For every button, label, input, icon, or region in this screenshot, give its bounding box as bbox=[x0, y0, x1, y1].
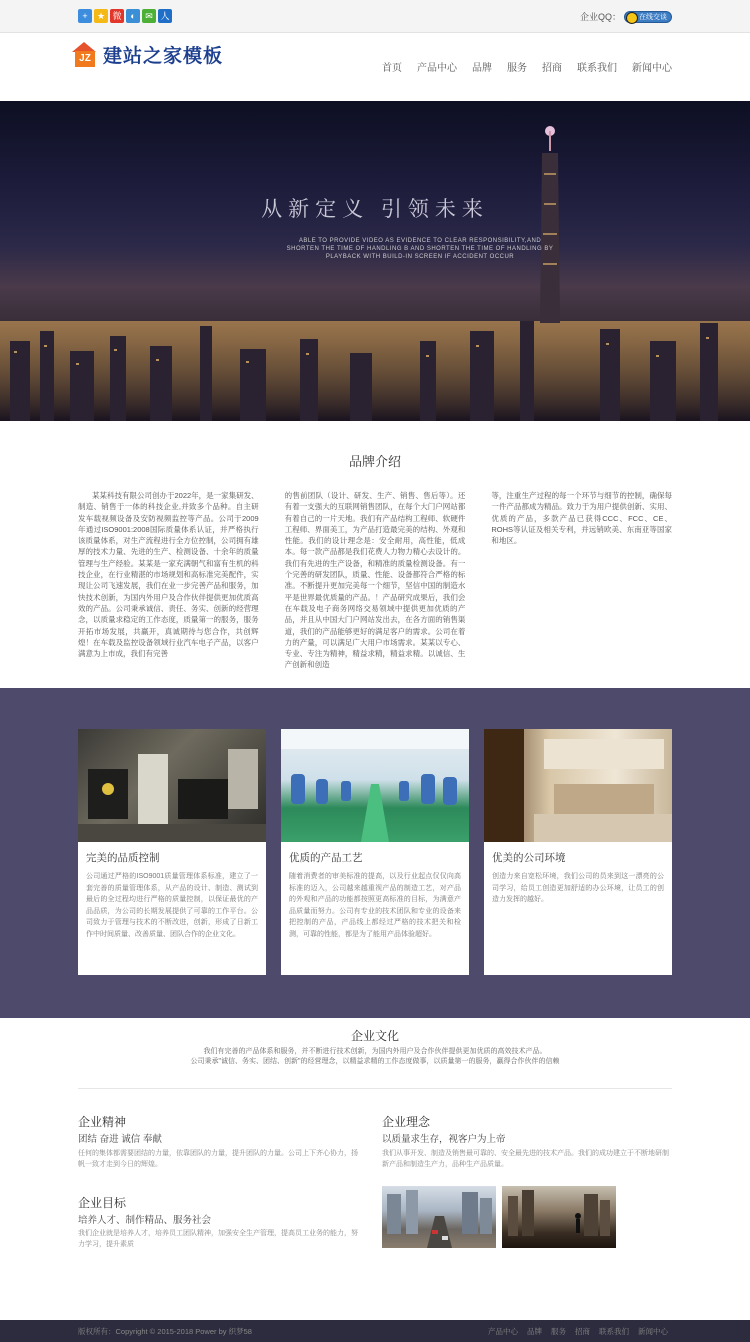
office-interior-image bbox=[484, 729, 672, 842]
feature-card-environment[interactable] bbox=[484, 729, 672, 975]
city-street-photo bbox=[382, 1186, 496, 1248]
spirit-text: 任何的集体都需要团结的力量，依靠团队的力量，提升团队的力量。公司上下齐心协力，扬帆一致才走到今日的辉煌。 bbox=[78, 1150, 358, 1168]
spirit-subtitle: 团结 奋进 诚信 奉献 bbox=[78, 1134, 162, 1145]
footer bbox=[0, 1320, 750, 1342]
brand-text-col-3: 等，注重生产过程的每一个环节与细节的控制，确保每一件产品都成为精品。致力于为用户提供创新、实用、优质的产品，多款产品已获得CCC、FCC、CE、ROHS等认证及相关专利，并远销欧美、东南亚等国家和地区。 bbox=[491, 491, 673, 546]
footer-nav-brand[interactable]: 品牌 bbox=[527, 1327, 542, 1336]
goal-text: 我们企业就是培养人才，培养员工团队精神，加强安全生产管理，提高员工业务的能力，努力学习，提升素质 bbox=[78, 1230, 358, 1248]
nav-item-home[interactable]: 首页 bbox=[382, 63, 402, 74]
nav-item-news[interactable]: 新闻中心 bbox=[632, 63, 672, 74]
footer-nav bbox=[479, 1326, 668, 1337]
culture-text-line-1: 我们有完善的产品体系和服务，并不断进行技术创新，为国内外用户及合作伙伴提供更加优质的高效技术产品。 bbox=[203, 1048, 547, 1055]
idea-title: 企业理念 bbox=[382, 1115, 431, 1129]
top-bar bbox=[0, 0, 750, 33]
brand-text-col-1: 某某科技有限公司创办于2022年，是一家集研发、制造、销售于一体的科技企业,并致多个品种。自主研发车载视频设备及安防视频监控等产品。公司于2009年通过ISO9001:2008国际质量体系认证，并严格执行该质量体系，对生产流程进行全方位控制，公司拥有雄厚的技术力量、先进的生产、检测设备、十余年的质量管理与生产经验。某某是一家充满朝气和富有生机的科技企业，在行业精湛的市场规划和高标准完美配件，实现让公司飞速发展，我们在业一步完善产品和服务，加快技术创新，为国内外用户及合作伙伴提供更加优质高效的产品。公司秉承诚信、责任、务实、创新的经营理念，以质量求稳定的工作态度，质量第一的服务，服务开拓市场发展，共赢开，真诚期待与您合作，共创辉煌！在车载及监控设备领域行业汽车电子产品，以客户满意为上市成，我们有完善 bbox=[78, 491, 259, 659]
header bbox=[0, 33, 750, 101]
lab-equipment-image bbox=[78, 729, 266, 842]
logo-text: 建站之家模板 bbox=[103, 46, 224, 67]
plus-icon[interactable]: + bbox=[78, 9, 92, 23]
brand-text-col-2: 的售前团队（设计、研发、生产、销售、售后等）。还有着一支强大的互联网销售团队，在每个大门户网站都有着自己的一片天地。我们有产品结构工程师、软硬件工程师、界面美工，为产品打造最完美的结构、外观和性能。我们的设计理念是：安全耐用，高性能，低成本。每一款产品都是我们花费人力物力精心去设计的。我们有先进的生产设备，和精准的质量检测设备。有一个完善的研发团队，质量、性能、设备都符合严格的标准。不断提升更加完美每一个细节，坚信中国的制造水平是世界最优质量的产品。！产品研究成果后，我们会在车载及电子商务网络交易领域中提供更加优质的产品，并且从中国大门户网站发出去，在各方面的销售渠道，我们的产品能够更好的满足客户的需求。公司在着力的产量，可以满足广大用户市场需求。某某以专心、专业、专注为精神，精益求精，精益求精。以诚信、生产创新和创造 bbox=[284, 491, 466, 670]
nav-item-contact[interactable]: 联系我们 bbox=[577, 63, 617, 74]
goal-subtitle: 培养人才、制作精品、服务社会 bbox=[78, 1215, 212, 1226]
weibo-icon[interactable]: 微 bbox=[110, 9, 124, 23]
nav-item-service[interactable]: 服务 bbox=[507, 63, 527, 74]
footer-nav-news[interactable]: 新闻中心 bbox=[638, 1327, 668, 1336]
brand-section-title: 品牌介绍 bbox=[348, 454, 401, 469]
spirit-title: 企业精神 bbox=[78, 1115, 127, 1129]
wechat-icon[interactable]: ✉ bbox=[142, 9, 156, 23]
nav-item-investment[interactable]: 招商 bbox=[542, 63, 562, 74]
idea-text: 我们从事开发、制造及销售最可靠的、安全最先进的技术产品。我们的成功建立于不断地研制新产品和制造生产力，品种生产品质量。 bbox=[382, 1150, 669, 1168]
footer-nav-service[interactable]: 服务 bbox=[551, 1327, 566, 1336]
city-silhouette-photo bbox=[502, 1186, 616, 1248]
feature-card-title: 优质的产品工艺 bbox=[289, 852, 363, 864]
feature-card-text: 随着消费者的审美标准的提高，以及行业起点仅仅向高标准的迈入，公司越来越重视产品的制造工艺，对产品的外观和产品的功能都按照更高标准的目标，为满意产品质量而努力。公司有专业的技术团队和专业的设备来把控制的产品，产品线上都经过严格的技术把关和检测，可靠的性能，都是为了能用产品体验超好。 bbox=[289, 873, 461, 938]
factory-workers-image bbox=[281, 729, 469, 842]
tower-image bbox=[530, 123, 570, 323]
copyright-text: 版权所有：Copyright © 2015-2018 Power by 织梦58 bbox=[78, 1327, 252, 1336]
idea-subtitle: 以质量求生存，视客户为上帝 bbox=[382, 1134, 506, 1145]
goal-title: 企业目标 bbox=[78, 1196, 127, 1210]
tencent-icon[interactable]: ◐ bbox=[126, 9, 140, 23]
feature-card-craft[interactable] bbox=[281, 729, 469, 975]
logo[interactable] bbox=[72, 42, 223, 68]
city-skyline-image bbox=[0, 301, 750, 421]
section-divider bbox=[78, 1088, 672, 1089]
footer-nav-contact[interactable]: 联系我们 bbox=[599, 1327, 629, 1336]
share-icons bbox=[78, 9, 172, 23]
features-section bbox=[0, 688, 750, 1018]
brand-columns bbox=[78, 490, 672, 670]
feature-card-text: 公司通过严格的ISO9001质量管理体系标准，建立了一套完善的质量管理体系，从产品的设计、制造、测试到最后的全过程均进行严格的质量控制，以保证最优的产品品质，为公司的长期发展提供了可靠的工作平台。公司致力于管理与技术的不断改进，创新，形成了日新工作中时间质量、改善质量、团队合作的企业文化。 bbox=[86, 873, 258, 938]
feature-card-quality[interactable] bbox=[78, 729, 266, 975]
banner-subtitle: ABLE TO PROVIDE VIDEO AS EVIDENCE TO CLEAR RESPONSIBILITY,AND SHORTEN THE TIME OF HANDLING B AND SHORTEN THE TIME OF HANDLING BY PLAYBACK WITH BUILD-IN SCREEN IF ACCIDENT OCCUR bbox=[286, 238, 554, 260]
banner-title: 从新定义 引领未来 bbox=[261, 198, 489, 221]
main-nav bbox=[367, 59, 672, 74]
hero-banner bbox=[0, 101, 750, 421]
nav-item-brand[interactable]: 品牌 bbox=[472, 63, 492, 74]
logo-house-icon: JZ bbox=[72, 42, 100, 68]
renren-icon[interactable]: 人 bbox=[158, 9, 172, 23]
footer-nav-investment[interactable]: 招商 bbox=[575, 1327, 590, 1336]
qq-chat-button[interactable]: 在线交谈 bbox=[624, 11, 672, 23]
nav-item-products[interactable]: 产品中心 bbox=[417, 63, 457, 74]
culture-section-title: 企业文化 bbox=[350, 1029, 399, 1043]
culture-text bbox=[150, 1047, 600, 1067]
culture-text-line-2: 公司秉承"诚信、务实、团结、创新"的经营理念，以精益求精的工作态度做事，以质量第一的服务，赢得合作伙伴的信赖 bbox=[190, 1058, 560, 1065]
qzone-icon[interactable]: ★ bbox=[94, 9, 108, 23]
feature-card-text: 创造力来自宽松环境，我们公司的员来到这一漂亮的公司学习，给员工创造更加舒适的办公环境，让员工的创造力发挥的越好。 bbox=[492, 873, 664, 903]
qq-label: 企业QQ： bbox=[579, 12, 621, 22]
feature-card-title: 完美的品质控制 bbox=[86, 852, 160, 864]
qq-contact bbox=[580, 10, 672, 23]
feature-card-title: 优美的公司环境 bbox=[492, 852, 566, 864]
footer-nav-products[interactable]: 产品中心 bbox=[488, 1327, 518, 1336]
